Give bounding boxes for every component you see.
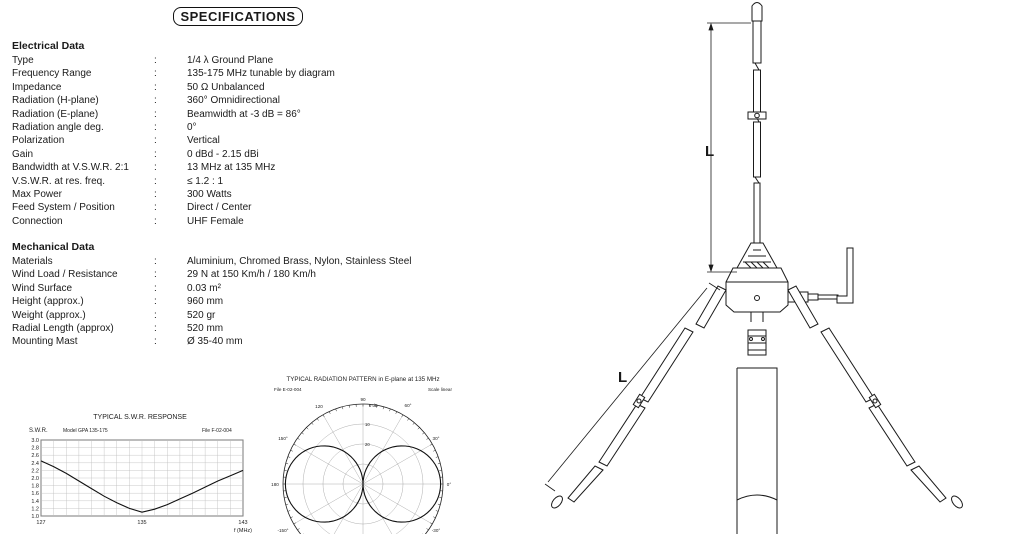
spec-row	[12, 268, 482, 281]
spec-separator: :	[154, 148, 157, 160]
spec-label: Weight (approx.)	[12, 309, 86, 321]
polar-angle-label: 60°	[404, 403, 412, 408]
polar-spoke	[363, 484, 403, 534]
spec-row	[12, 175, 482, 188]
radiation-title: TYPICAL RADIATION PATTERN in E-plane at 135 MHz	[286, 376, 440, 383]
spec-separator: :	[154, 296, 157, 308]
spec-label: Radial Length (approx)	[12, 323, 114, 334]
polar-ring-label: 10	[365, 422, 370, 427]
polar-tick	[430, 523, 432, 524]
spec-label: Radiation angle deg.	[12, 122, 104, 133]
spec-row	[12, 322, 482, 335]
polar-tick	[317, 418, 318, 420]
spec-separator: :	[154, 336, 157, 348]
spec-value: 13 MHz at 135 MHz	[187, 162, 276, 174]
swr-x-tick-label: 143	[238, 520, 248, 526]
spec-label: Wind Surface	[12, 282, 73, 294]
swr-y-tick-label: 2.0	[31, 476, 39, 482]
spec-separator: :	[154, 189, 157, 200]
polar-spoke	[323, 484, 363, 534]
spec-row	[12, 108, 482, 121]
spec-value: 960 mm	[187, 296, 224, 308]
spec-separator: :	[154, 256, 157, 267]
spec-row	[12, 54, 482, 67]
swr-y-tick-label: 2.2	[31, 468, 39, 475]
polar-tick	[426, 438, 428, 439]
swr-x-tick-label: 127	[36, 520, 46, 526]
spec-value: 135-175 MHz tunable by diagram	[187, 68, 335, 80]
polar-angle-label: 0°	[446, 482, 452, 487]
swr-chart-xlabel: f (MHz)	[233, 528, 253, 534]
dimension-label-vertical: L	[705, 143, 715, 160]
spec-separator: :	[154, 202, 157, 214]
polar-tick	[402, 415, 403, 417]
polar-angle-label: 150°	[278, 436, 288, 441]
polar-angle-label: 120	[315, 404, 323, 409]
spec-separator: :	[154, 162, 157, 174]
polar-tick	[336, 409, 337, 411]
spec-row	[12, 161, 482, 174]
spec-value: 1/4 λ Ground Plane	[187, 55, 274, 66]
polar-angle-label: 30°	[432, 436, 440, 441]
spec-row	[12, 282, 482, 295]
spec-label: Frequency Range	[12, 68, 92, 80]
spec-row	[12, 201, 482, 214]
spec-value: Ø 35-40 mm	[187, 336, 243, 348]
polar-ring-label: 20	[365, 442, 370, 447]
swr-y-tick-label: 1.2	[31, 506, 39, 513]
spec-separator: :	[154, 108, 157, 120]
spec-row	[12, 121, 482, 134]
spec-value: 300 Watts	[187, 189, 232, 200]
spec-label: Materials	[12, 256, 53, 267]
spec-separator: :	[154, 282, 157, 294]
spec-separator: :	[154, 68, 157, 80]
spec-separator: :	[154, 309, 157, 321]
spec-value: 0.03 m²	[187, 282, 221, 294]
spec-value: 50 Ω Unbalanced	[187, 81, 265, 93]
spec-value: UHF Female	[187, 215, 244, 227]
polar-tick	[323, 415, 324, 417]
polar-angle-label: 90	[360, 397, 366, 402]
polar-spoke	[294, 444, 363, 484]
whip-section-3	[754, 122, 761, 177]
polar-tick	[306, 427, 308, 429]
spec-value: 0 dBd - 2.15 dBi	[187, 148, 259, 160]
swr-y-tick-label: 1.4	[31, 498, 39, 505]
spec-value: 520 gr	[187, 309, 216, 321]
polar-tick	[288, 457, 290, 458]
spec-separator: :	[154, 81, 157, 93]
spec-value: Beamwidth at -3 dB = 86°	[187, 108, 301, 120]
polar-tick	[286, 504, 288, 505]
polar-tick	[430, 444, 432, 445]
polar-spoke	[294, 484, 363, 524]
whip-upper	[753, 21, 761, 63]
spec-label: Wind Load / Resistance	[12, 269, 118, 281]
radiation-scale: Scale linear	[427, 387, 452, 392]
spec-separator: :	[154, 95, 157, 107]
spec-row	[12, 94, 482, 107]
polar-tick	[438, 504, 440, 505]
spec-value: 520 mm	[187, 323, 224, 334]
spec-row	[12, 335, 482, 348]
spec-label: Bandwidth at V.S.W.R. 2:1	[12, 162, 129, 174]
spec-value: ≤ 1.2 : 1	[187, 175, 224, 187]
polar-tick	[294, 444, 296, 445]
spec-row	[12, 215, 482, 228]
spec-label: Max Power	[12, 189, 63, 200]
polar-tick	[286, 463, 288, 464]
polar-tick	[413, 423, 415, 425]
radial-right	[788, 286, 965, 510]
spec-separator: :	[154, 122, 157, 133]
whip-section-4	[754, 183, 760, 243]
spec-value: 0°	[187, 122, 197, 133]
spec-separator: :	[154, 323, 157, 334]
page-title: SPECIFICATIONS	[173, 7, 303, 26]
spec-label: Radiation (H-plane)	[12, 95, 99, 107]
polar-tick	[422, 433, 424, 435]
swr-y-tick-label: 1.6	[31, 491, 39, 498]
polar-tick	[436, 511, 438, 512]
polar-tick	[426, 528, 428, 529]
spec-row	[12, 67, 482, 80]
polar-db-label: 0 dB	[369, 403, 378, 408]
spec-label: V.S.W.R. at res. freq.	[12, 175, 105, 187]
mechanical-heading: Mechanical Data	[12, 241, 95, 253]
spec-label: Connection	[12, 215, 63, 227]
polar-tick	[290, 517, 292, 518]
swr-y-tick-label: 3.0	[31, 438, 39, 444]
antenna-drawing	[515, 0, 1016, 534]
radiation-file: File E-02-004	[274, 387, 302, 392]
polar-spoke	[363, 444, 432, 484]
polar-spoke	[323, 415, 363, 484]
polar-spoke	[363, 484, 432, 524]
polar-tick	[436, 457, 438, 458]
radiation-pattern-chart	[268, 372, 460, 534]
spec-label: Radiation (E-plane)	[12, 108, 99, 120]
spec-label: Mounting Mast	[12, 336, 78, 348]
polar-angle-label: -30°	[431, 528, 441, 533]
swr-y-tick-label: 2.4	[31, 460, 39, 467]
spec-value: 29 N at 150 Km/h / 180 Km/h	[187, 269, 316, 281]
swr-y-tick-label: 2.6	[31, 453, 39, 460]
polar-tick	[297, 438, 299, 439]
electrical-heading: Electrical Data	[12, 40, 85, 52]
swr-chart-title: TYPICAL S.W.R. RESPONSE	[93, 414, 187, 421]
spec-label: Gain	[12, 148, 34, 160]
polar-tick	[433, 450, 435, 451]
swr-chart-model: Model GPA 135-175	[63, 428, 108, 434]
polar-tick	[407, 418, 408, 420]
mount-bracket	[837, 248, 853, 303]
spec-row	[12, 309, 482, 322]
spec-row	[12, 134, 482, 147]
antenna-tip	[752, 3, 762, 22]
polar-tick	[418, 427, 420, 429]
spec-separator: :	[154, 175, 157, 187]
spec-row	[12, 255, 482, 268]
dimension-diagonal	[545, 283, 720, 491]
radial-left	[549, 286, 726, 510]
spec-value: Vertical	[187, 135, 220, 147]
polar-tick	[438, 463, 440, 464]
swr-x-tick-label: 135	[137, 520, 147, 526]
spec-label: Type	[12, 55, 34, 66]
spec-separator: :	[154, 135, 157, 147]
swr-chart-ylabel: S.W.R.	[29, 428, 48, 434]
swr-chart-file: File F-02-004	[202, 428, 232, 434]
polar-tick	[290, 450, 292, 451]
spec-value: 360° Omnidirectional	[187, 95, 280, 107]
polar-tick	[302, 433, 304, 435]
spec-label: Impedance	[12, 81, 62, 93]
spec-value: Aluminium, Chromed Brass, Nylon, Stainless Steel	[187, 256, 412, 267]
spec-separator: :	[154, 55, 157, 66]
polar-tick	[288, 511, 290, 512]
spec-separator: :	[154, 269, 157, 281]
swr-y-tick-label: 1.8	[31, 483, 39, 490]
polar-tick	[433, 517, 435, 518]
polar-tick	[294, 523, 296, 524]
spec-label: Height (approx.)	[12, 296, 84, 308]
polar-tick	[312, 423, 314, 425]
polar-tick	[396, 411, 397, 413]
swr-y-tick-label: 2.8	[31, 445, 39, 452]
base-hub	[726, 268, 788, 312]
spec-row	[12, 188, 482, 201]
polar-tick	[342, 407, 343, 409]
polar-tick	[297, 528, 299, 529]
spec-label: Polarization	[12, 135, 65, 147]
polar-tick	[329, 411, 330, 413]
spec-value: Direct / Center	[187, 202, 252, 214]
polar-tick	[383, 407, 384, 409]
polar-angle-label: 180	[271, 482, 279, 487]
spec-separator: :	[154, 215, 157, 227]
spec-row	[12, 295, 482, 308]
polar-angle-label: -150°	[277, 528, 289, 533]
spec-row	[12, 81, 482, 94]
mounting-mast	[737, 368, 777, 534]
dimension-label-diagonal: L	[618, 369, 628, 386]
spec-row	[12, 148, 482, 161]
swr-chart	[0, 405, 262, 534]
polar-tick	[390, 409, 391, 411]
swr-y-tick-label: 1.0	[31, 514, 39, 520]
spec-label: Feed System / Position	[12, 202, 115, 214]
whip-section-2	[754, 70, 761, 114]
